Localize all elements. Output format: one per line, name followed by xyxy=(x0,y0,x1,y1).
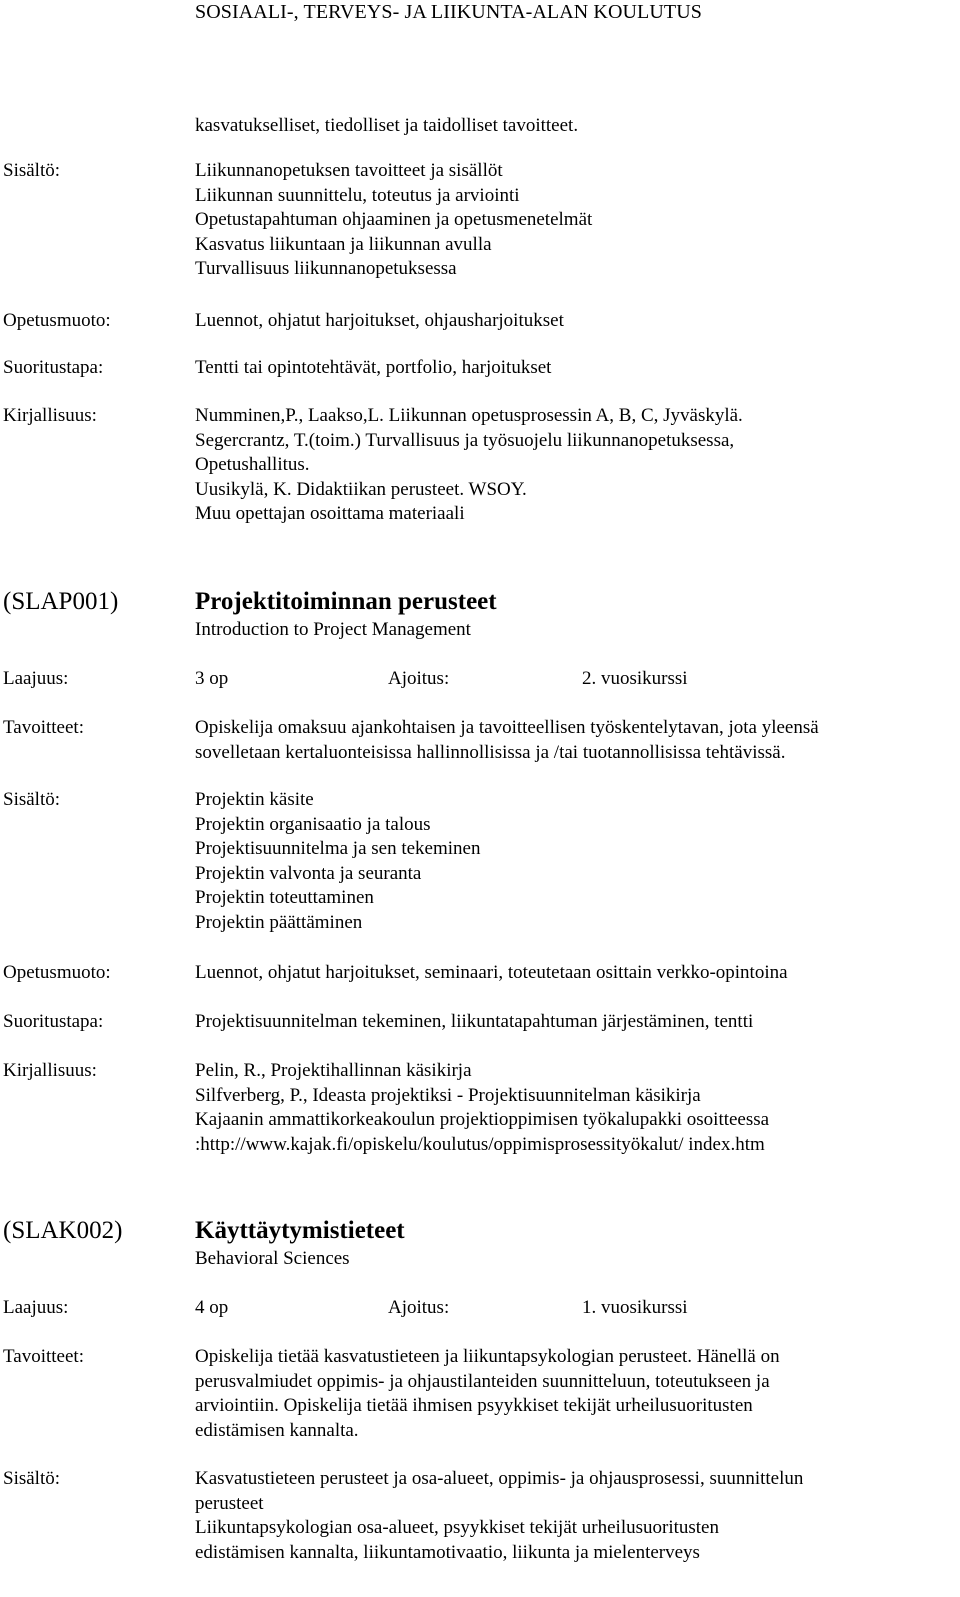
list-item: Turvallisuus liikunnanopetuksessa xyxy=(195,258,457,280)
text-line: Opiskelija omaksuu ajankohtaisen ja tavoitteellisen työskentelytavan, jota yleensä xyxy=(195,717,819,738)
list-item: perusteet xyxy=(195,1492,264,1514)
text-line: arviointiin. Opiskelija tietää ihmisen psyykkiset tekijät urheilusuoritusten xyxy=(195,1395,753,1417)
list-item: Projektin päättäminen xyxy=(195,911,363,933)
course-code: (SLAP001) xyxy=(3,588,119,615)
field-label: Sisältö: xyxy=(3,160,61,181)
field-value-list xyxy=(195,404,955,527)
field-value-list xyxy=(195,788,955,936)
field-label: Kirjallisuus: xyxy=(3,405,97,426)
field-value-list xyxy=(195,1345,955,1443)
field-value: Tentti tai opintotehtävät, portfolio, harjoitukset xyxy=(195,357,552,378)
list-item: Liikuntapsykologian osa-alueet, psyykkiset tekijät urheilusuoritusten xyxy=(195,1517,719,1539)
course-title: Projektitoiminnan perusteet xyxy=(195,588,497,615)
list-item: Silfverberg, P., Ideasta projektiksi - Projektisuunnitelman käsikirja xyxy=(195,1084,701,1106)
field-label: Kirjallisuus: xyxy=(3,1060,97,1081)
text-line: Opiskelija tietää kasvatustieteen ja liikuntapsykologian perusteet. Hänellä on xyxy=(195,1346,780,1367)
field-label: Sisältö: xyxy=(3,789,61,810)
list-item: Liikunnanopetuksen tavoitteet ja sisällöt xyxy=(195,160,503,181)
ajoitus-label: Ajoitus: xyxy=(388,1297,450,1318)
list-item: Kasvatus liikuntaan ja liikunnan avulla xyxy=(195,233,492,255)
list-item: Opetushallitus. xyxy=(195,454,310,476)
text-line: edistämisen kannalta. xyxy=(195,1419,359,1441)
laajuus-label: Laajuus: xyxy=(3,1297,69,1318)
field-value: Luennot, ohjatut harjoitukset, ohjausharjoitukset xyxy=(195,310,564,331)
course-title: Käyttäytymistieteet xyxy=(195,1217,405,1244)
ajoitus-label: Ajoitus: xyxy=(388,668,450,689)
list-item: edistämisen kannalta, liikuntamotivaatio, liikunta ja mielenterveys xyxy=(195,1541,700,1563)
ajoitus-value: 1. vuosikurssi xyxy=(582,1297,688,1318)
list-item: Uusikylä, K. Didaktiikan perusteet. WSOY. xyxy=(195,478,527,500)
list-item: Opetustapahtuman ohjaaminen ja opetusmenetelmät xyxy=(195,209,593,231)
list-item: Muu opettajan osoittama materiaali xyxy=(195,503,465,525)
field-label: Suoritustapa: xyxy=(3,1011,104,1032)
field-value: Luennot, ohjatut harjoitukset, seminaari, toteutetaan osittain verkko-opintoina xyxy=(195,962,788,983)
list-item: Pelin, R., Projektihallinnan käsikirja xyxy=(195,1060,472,1081)
document-header: SOSIAALI-, TERVEYS- JA LIIKUNTA-ALAN KOULUTUS xyxy=(195,1,702,23)
field-value-list xyxy=(195,716,955,765)
ajoitus-value: 2. vuosikurssi xyxy=(582,668,688,689)
list-item: Projektin käsite xyxy=(195,789,314,810)
list-item: Kasvatustieteen perusteet ja osa-alueet, oppimis- ja ohjausprosessi, suunnittelun xyxy=(195,1468,804,1489)
list-item: Kajaanin ammattikorkeakoulun projektioppimisen työkalupakki osoitteessa xyxy=(195,1109,770,1131)
laajuus-value: 4 op xyxy=(195,1297,229,1318)
text-line: perusvalmiudet oppimis- ja ohjaustilanteiden suunnitteluun, toteutukseen ja xyxy=(195,1370,770,1392)
list-item: Segercrantz, T.(toim.) Turvallisuus ja työsuojelu liikunnanopetuksessa, xyxy=(195,429,735,451)
field-label: Sisältö: xyxy=(3,1468,61,1489)
field-label: Suoritustapa: xyxy=(3,357,104,378)
list-item: Projektin valvonta ja seuranta xyxy=(195,862,422,884)
list-item: Projektin toteuttaminen xyxy=(195,887,374,909)
field-label: Tavoitteet: xyxy=(3,717,84,738)
continuation-text: kasvatukselliset, tiedolliset ja taidolliset tavoitteet. xyxy=(195,115,579,136)
laajuus-label: Laajuus: xyxy=(3,668,69,689)
field-label: Tavoitteet: xyxy=(3,1346,84,1367)
field-value-list xyxy=(195,159,955,282)
course-subtitle: Behavioral Sciences xyxy=(195,1248,350,1269)
field-label: Opetusmuoto: xyxy=(3,962,111,983)
field-value: Projektisuunnitelman tekeminen, liikuntatapahtuman järjestäminen, tentti xyxy=(195,1011,754,1032)
field-value-list xyxy=(195,1467,955,1565)
laajuus-value: 3 op xyxy=(195,668,229,689)
field-label: Opetusmuoto: xyxy=(3,310,111,331)
text-line: sovelletaan kertaluonteisissa hallinnollisissa ja /tai tuotannollisissa tehtävissä. xyxy=(195,741,786,763)
list-item: :http://www.kajak.fi/opiskelu/koulutus/oppimisprosessityökalut/ index.htm xyxy=(195,1133,765,1155)
list-item: Numminen,P., Laakso,L. Liikunnan opetusprosessin A, B, C, Jyväskylä. xyxy=(195,405,743,426)
list-item: Liikunnan suunnittelu, toteutus ja arviointi xyxy=(195,184,520,206)
course-subtitle: Introduction to Project Management xyxy=(195,619,471,640)
field-value-list xyxy=(195,1059,955,1157)
course-code: (SLAK002) xyxy=(3,1217,123,1244)
list-item: Projektisuunnitelma ja sen tekeminen xyxy=(195,838,481,860)
list-item: Projektin organisaatio ja talous xyxy=(195,813,431,835)
